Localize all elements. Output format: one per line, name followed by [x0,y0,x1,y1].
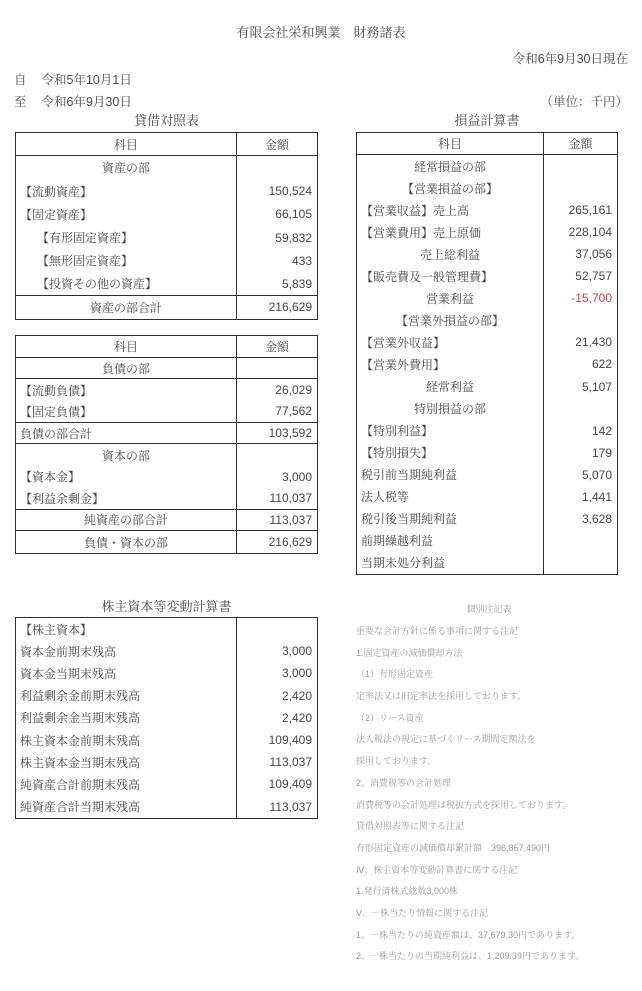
period-to-date: 令和6年9月30日 [41,95,132,109]
row-value: 1,441 [543,486,617,508]
table-row [16,444,317,466]
row-label: 当期未処分利益 [361,556,446,571]
page-title: 有限会社栄和興業 財務諸表 [236,25,406,40]
balance-sheet-liabilities-table [15,335,318,554]
table-row [357,221,617,243]
row-value: 26,029 [236,379,317,401]
column-header-subject: 科目 [113,137,138,152]
row-label: 法人税等 [361,490,410,505]
row-label: 資本金前期末残高 [20,644,117,659]
row-value [543,398,617,420]
row-label: 資産の部 [101,161,150,176]
balance-sheet-title: 貸借対照表 [133,113,199,128]
table-row [16,249,317,272]
notes-line: 1.発行済株式総数3,000株 [356,886,459,897]
row-label: 税引前当期純利益 [361,468,458,483]
row-label: 株主資本金前期末残高 [20,733,141,748]
row-value [543,530,617,552]
as-of-date: 令和6年9月30日現在 [512,52,628,66]
row-label: 【営業収益】売上高 [361,203,470,218]
column-header-amount: 金額 [236,133,317,155]
notes-line: 定率法又は旧定率法を採用しております。 [356,691,527,702]
row-value: 110,037 [236,488,317,509]
unit-label: （単位：千円） [540,95,628,109]
equity-statement-title: 株主資本等変動計算書 [101,599,232,614]
row-label: 売上総利益 [419,247,480,262]
notes-line: 2、消費税等の会計処理 [356,777,452,788]
table-header-row [357,133,617,155]
table-row [357,177,617,199]
column-header-subject: 科目 [113,339,138,354]
row-label: 純資産合計当期末残高 [20,800,141,815]
table-header-row [16,336,317,358]
table-row [357,199,617,221]
table-row [16,358,317,380]
table-row [357,243,617,265]
notes-line: 法人税法の規定に基づくリース期間定額法を [356,734,536,745]
table-row [357,398,617,420]
table-row [16,751,317,773]
table-row [357,530,617,552]
row-value [543,309,617,331]
row-value: 52,757 [543,265,617,287]
notes-line: 1.固定資産の減価償却方法 [356,647,463,658]
row-label: 【営業損益の部】 [401,181,498,196]
row-value: 3,000 [236,466,317,488]
table-row [357,486,617,508]
table-row [16,640,317,662]
row-value [236,358,317,379]
table-row [16,156,317,179]
row-value: 622 [543,353,617,375]
table-row [16,531,317,553]
table-row [357,309,617,331]
row-value: 103,592 [236,423,317,444]
table-row [16,488,317,510]
table-row [357,155,617,177]
table-row [16,773,317,795]
row-value: 21,430 [543,331,617,353]
row-label: 【株主資本】 [20,622,93,637]
row-label: 経常利益 [425,380,474,395]
row-value: 142 [543,420,617,442]
table-row [357,464,617,486]
row-label: 【特別利益】 [361,424,434,439]
table-row [16,796,317,818]
row-label: 【利益余剰金】 [20,491,105,506]
row-value: 66,105 [236,203,317,226]
row-label: 負債・資本の部 [83,535,168,550]
notes-line: Ⅴ、一株当たり情報に関する注記 [356,907,489,918]
table-row [16,226,317,249]
notes-title: 個別注記表 [466,604,512,615]
table-row [357,331,617,353]
row-label: 【営業外収益】 [361,335,446,350]
row-label: 【営業外費用】 [361,357,446,372]
row-label: 【販売費及一般管理費】 [361,269,494,284]
row-label: 負債の部合計 [20,426,93,441]
row-label: 【固定資産】 [20,207,93,222]
row-value: 179 [543,442,617,464]
row-value: 265,161 [543,199,617,221]
row-label: 【投資その他の資産】 [37,277,158,292]
row-label: 純資産合計前期末残高 [20,777,141,792]
row-value: 2,420 [236,707,317,729]
row-label: 営業利益 [425,291,474,306]
row-label: 資産の部合計 [89,300,162,315]
notes-line: 1、一株当たりの純資産額は、37,679.30円であります。 [356,929,581,940]
row-value: 113,037 [236,751,317,773]
column-header-amount: 金額 [236,336,317,357]
table-row [16,401,317,423]
row-value [236,444,317,466]
table-row [357,287,617,309]
row-value: 3,000 [236,662,317,684]
row-value: 216,629 [236,531,317,553]
row-label: 【無形固定資産】 [37,254,134,269]
notes-line: 有形固定資産の減価償却累計額 396,867,490円 [356,842,551,853]
period-to-label: 至 [14,95,27,109]
table-row [16,180,317,203]
row-value: 59,832 [236,226,317,249]
notes-line: （1）有形固定資産 [356,669,434,680]
table-row [16,707,317,729]
row-label: 【流動負債】 [20,383,93,398]
table-row [357,420,617,442]
row-value [543,552,617,574]
column-header-subject: 科目 [437,137,462,152]
table-row [357,265,617,287]
column-header-amount: 金額 [543,133,617,154]
row-label: 【有形固定資産】 [37,231,134,246]
row-label: 資本の部 [101,448,150,463]
row-label: 【営業外損益の部】 [395,313,504,328]
table-row [357,552,617,574]
notes-line: 採用しております。 [356,756,437,767]
table-row [16,618,317,640]
table-row [357,353,617,375]
notes-line: （2）リース資産 [356,712,424,723]
income-statement-title: 損益計算書 [454,113,520,128]
period-to [14,92,132,110]
row-label: 【資本金】 [20,470,81,485]
row-label: 前期繰越利益 [361,534,434,549]
row-label: 経常損益の部 [413,159,486,174]
income-statement-table [356,132,618,575]
row-value [236,618,317,640]
notes-line: Ⅳ、株主資本等変動計算書に関する注記 [356,864,518,875]
row-value: 113,037 [236,796,317,818]
row-label: 特別損益の部 [413,402,486,417]
row-value: 228,104 [543,221,617,243]
row-value: 5,070 [543,464,617,486]
row-label: 株主資本金当期末残高 [20,755,141,770]
notes-line: 重要な会計方針に係る事項に関する注記 [356,626,519,637]
period-from-label: 自 [14,73,27,87]
row-label: 税引後当期純利益 [361,512,458,527]
table-row [16,466,317,488]
notes-section [356,598,622,967]
row-value: 5,839 [236,273,317,295]
row-value: 150,524 [236,180,317,203]
table-row [357,508,617,530]
table-row [16,510,317,532]
row-value: 2,420 [236,685,317,707]
table-row [16,379,317,401]
row-value: 109,409 [236,729,317,751]
row-label: 【営業費用】売上原価 [361,225,482,240]
table-row [16,662,317,684]
row-value: 3,628 [543,508,617,530]
table-row [357,442,617,464]
row-label: 【流動資産】 [20,184,93,199]
row-value [236,156,317,179]
row-value [543,177,617,199]
table-row [16,423,317,445]
notes-line: 2、一株当たりの当期純利益は、1,209.39円であります。 [356,951,585,962]
row-label: 資本金当期末残高 [20,666,117,681]
row-label: 利益剰余金当期末残高 [20,711,141,726]
row-value: 433 [236,249,317,272]
table-header-row [16,133,317,156]
row-label: 【特別損失】 [361,446,434,461]
row-value: 113,037 [236,510,317,531]
balance-sheet-assets-table [15,132,318,320]
row-value: 216,629 [236,296,317,319]
table-row [16,685,317,707]
row-value: 5,107 [543,376,617,398]
row-value: 109,409 [236,773,317,795]
table-row [357,376,617,398]
row-value [543,155,617,177]
table-row [16,203,317,226]
row-label: 負債の部 [101,361,150,376]
period-from [14,70,132,88]
notes-line: 貸借対照表等に関する注記 [356,821,465,832]
row-label: 利益剰余金前期末残高 [20,689,141,704]
row-label: 純資産の部合計 [83,513,168,528]
period-from-date: 令和5年10月1日 [41,73,132,87]
equity-statement-table [15,617,318,819]
table-row [16,296,317,319]
row-label: 【固定負債】 [20,404,93,419]
table-row [16,729,317,751]
row-value: 3,000 [236,640,317,662]
table-row [16,273,317,296]
row-value: 77,562 [236,401,317,422]
row-value-negative: -15,700 [543,287,617,309]
notes-line: 消費税等の会計処理は税抜方式を採用しております。 [356,799,572,810]
row-value: 37,056 [543,243,617,265]
